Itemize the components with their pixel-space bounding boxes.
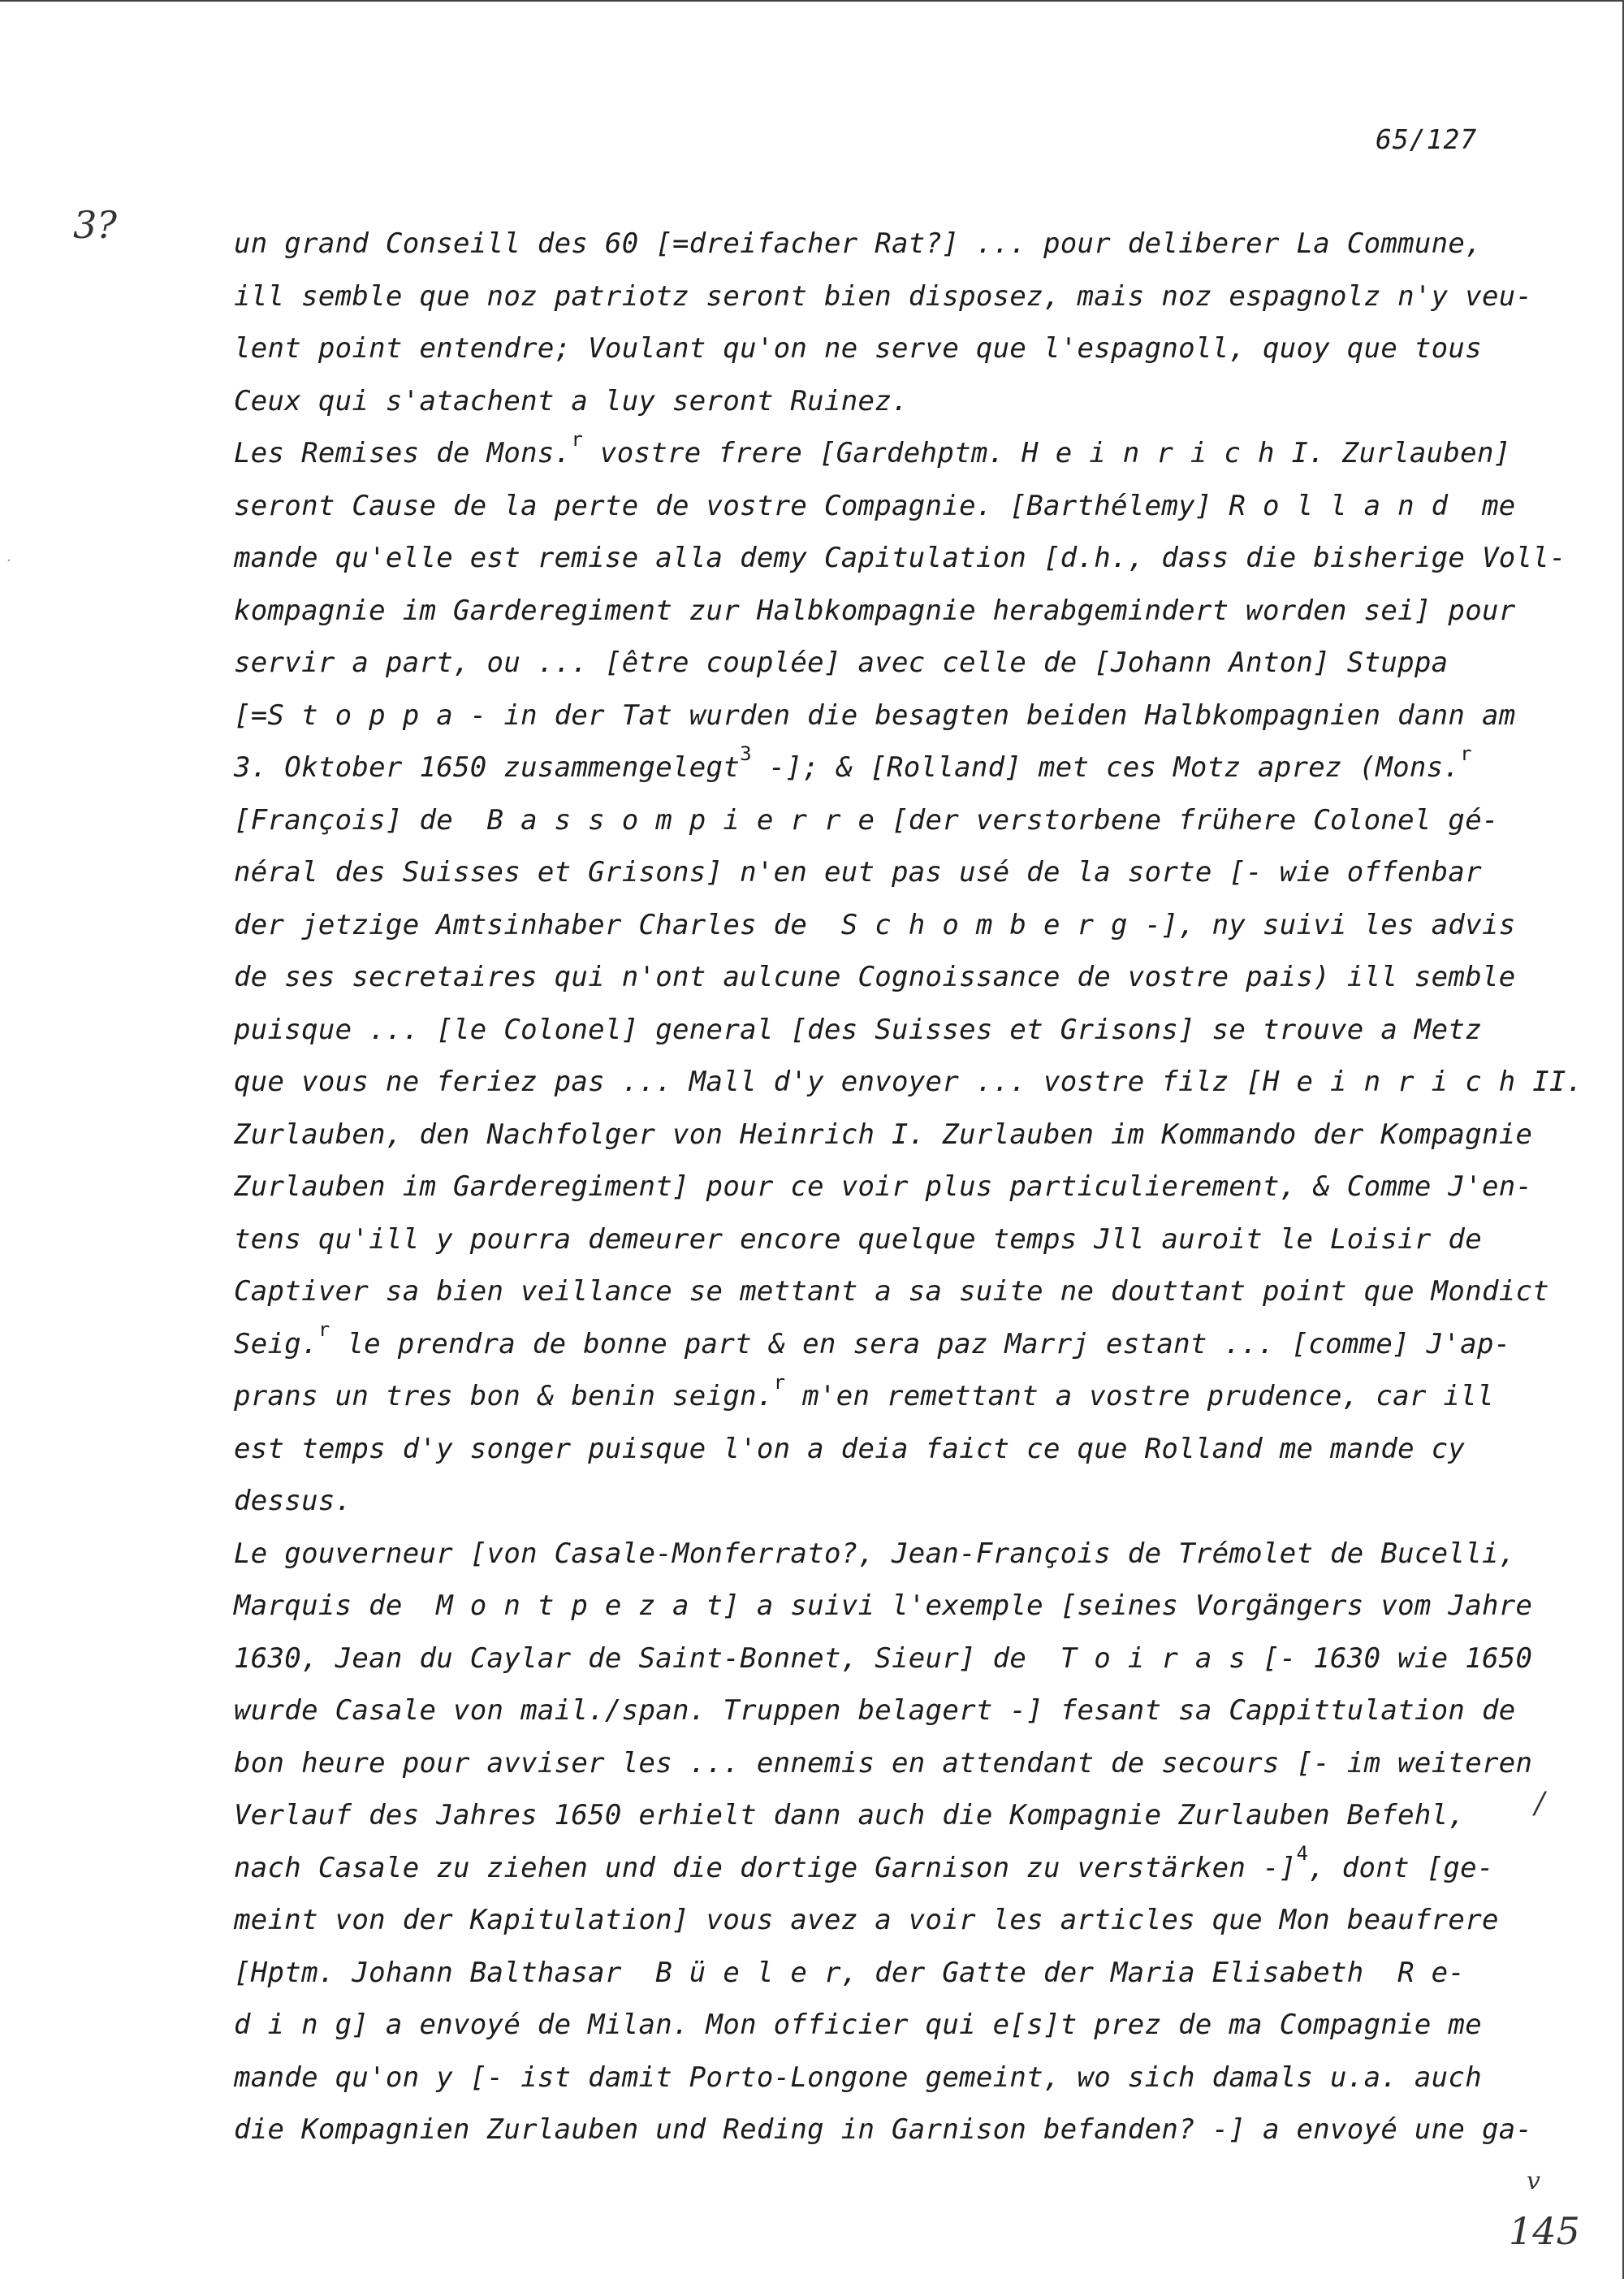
text-line: mande qu'elle est remise alla demy Capitulation [d.h., dass die bisherige Voll- [234, 542, 1566, 574]
text-line: Le gouverneur [von Casale-Monferrato?, Jean-François de Trémolet de Bucelli, [234, 1537, 1516, 1570]
text-line: ill semble que noz patriotz seront bien disposez, mais noz espagnolz n'y veu- [234, 279, 1533, 313]
text-line: der jetzige Amtsinhaber Charles de S c h o m b e r g -], ny suivi les advis [234, 908, 1516, 941]
text-segment: Seig. [234, 1327, 318, 1360]
text-line: servir a part, ou ... [être couplée] avec celle de [Johann Anton] Stuppa [234, 647, 1449, 679]
superscript: r [571, 427, 584, 451]
text-line: Zurlauben, den Nachfolger von Heinrich I. Zurlauben im Kommando der Kompagnie [234, 1118, 1533, 1151]
text-line: de ses secretaires qui n'ont aulcune Cognoissance de vostre pais) ill semble [234, 961, 1516, 993]
text-line: [=S t o p p a - in der Tat wurden die besagten beiden Halbkompagnien dann am [234, 698, 1516, 732]
margin-dot: · [6, 552, 11, 569]
text-line: Zurlauben im Garderegiment] pour ce voir plus particulierement, & Comme J'en- [234, 1170, 1533, 1203]
superscript: r [1460, 742, 1472, 765]
text-line: est temps d'y songer puisque l'on a deia faict ce que Rolland me mande cy [234, 1432, 1466, 1465]
text-line: seront Cause de la perte de vostre Compagnie. [Barthélemy] R o l l a n d me [234, 489, 1516, 522]
text-line [234, 742, 1549, 794]
text-line [234, 1842, 1549, 1895]
text-line [234, 427, 1549, 480]
superscript: r [773, 1370, 786, 1394]
margin-note-slash: / [1535, 1787, 1545, 1820]
text-line: lent point entendre; Voulant qu'on ne serve que l'espagnoll, quoy que tous [234, 332, 1482, 365]
margin-note-tick: v [1527, 2167, 1540, 2195]
text-segment: , dont [ge- [1308, 1851, 1494, 1884]
text-line: puisque ... [le Colonel] general [des Suisses et Grisons] se trouve a Metz [234, 1013, 1482, 1046]
text-line: kompagnie im Garderegiment zur Halbkompagnie herabgemindert worden sei] pour [234, 594, 1516, 627]
text-line: Captiver sa bien veillance se mettant a sa suite ne douttant point que Mondict [234, 1275, 1550, 1308]
text-line: meint von der Kapitulation] vous avez a voir les articles que Mon beaufrere [234, 1904, 1499, 1936]
text-segment: -]; & [Rolland] met ces Motz aprez (Mons. [751, 751, 1461, 784]
text-line [234, 1318, 1549, 1371]
text-line: [Hptm. Johann Balthasar B ü e l e r, der Gatte der Maria Elisabeth R e- [234, 1956, 1466, 1989]
text-line: 1630, Jean du Caylar de Saint-Bonnet, Sieur] de T o i r a s [- 1630 wie 1650 [234, 1641, 1533, 1675]
document-body [234, 218, 1583, 2156]
text-line: mande qu'on y [- ist damit Porto-Longone gemeint, wo sich damals u.a. auch [234, 2061, 1482, 2094]
text-segment: 3. Oktober 1650 zusammengelegt [234, 751, 741, 784]
page-number: 65/127 [1376, 123, 1478, 155]
text-line: die Kompagnien Zurlauben und Reding in Garnison befanden? -] a envoyé une ga- [234, 2113, 1533, 2146]
text-line: néral des Suisses et Grisons] n'en eut pas usé de la sorte [- wie offenbar [234, 856, 1482, 889]
superscript: 3 [740, 742, 752, 765]
text-line [234, 1370, 1549, 1423]
text-line: que vous ne feriez pas ... Mall d'y envoyer ... vostre filz [H e i n r i c h II. [234, 1066, 1583, 1098]
text-segment: Les Remises de Mons. [234, 437, 572, 469]
text-segment: prans un tres bon & benin seign. [234, 1380, 774, 1412]
text-segment: le prendra de bonne part & en sera paz Marrj estant ... [comme] J'ap- [330, 1327, 1511, 1360]
text-segment: vostre frere [Gardehptm. H e i n r i c h I. Zurlauben] [583, 437, 1511, 469]
text-line: Verlauf des Jahres 1650 erhielt dann auch die Kompagnie Zurlauben Befehl, [234, 1799, 1466, 1831]
text-segment: m'en remettant a vostre prudence, car ill [785, 1380, 1494, 1412]
text-line: un grand Conseill des 60 [=dreifacher Rat?] ... pour deliberer La Commune, [234, 227, 1482, 260]
text-line: bon heure pour avviser les ... ennemis en attendant de secours [- im weiteren [234, 1746, 1533, 1780]
superscript: 4 [1296, 1842, 1309, 1866]
text-line: Marquis de M o n t p e z a t] a suivi l'exemple [seines Vorgängers vom Jahre [234, 1589, 1533, 1622]
text-line: d i n g] a envoyé de Milan. Mon officier qui e[s]t prez de ma Compagnie me [234, 2009, 1482, 2041]
text-segment: nach Casale zu ziehen und die dortige Garnison zu verstärken -] [234, 1851, 1297, 1884]
text-line: [François] de B a s s o m p i e r r e [der verstorbene frühere Colonel gé- [234, 803, 1499, 837]
margin-note-folio: 145 [1509, 2209, 1580, 2253]
text-line: tens qu'ill y pourra demeurer encore quelque temps Jll auroit le Loisir de [234, 1222, 1482, 1256]
text-line: dessus. [234, 1485, 352, 1517]
text-line: Ceux qui s'atachent a luy seront Ruinez. [234, 384, 909, 417]
text-line: wurde Casale von mail./span. Truppen belagert -] fesant sa Cappittulation de [234, 1694, 1516, 1727]
page-frame-top [0, 0, 1624, 2]
margin-note-handwritten: 3? [73, 203, 117, 247]
superscript: r [317, 1318, 330, 1342]
